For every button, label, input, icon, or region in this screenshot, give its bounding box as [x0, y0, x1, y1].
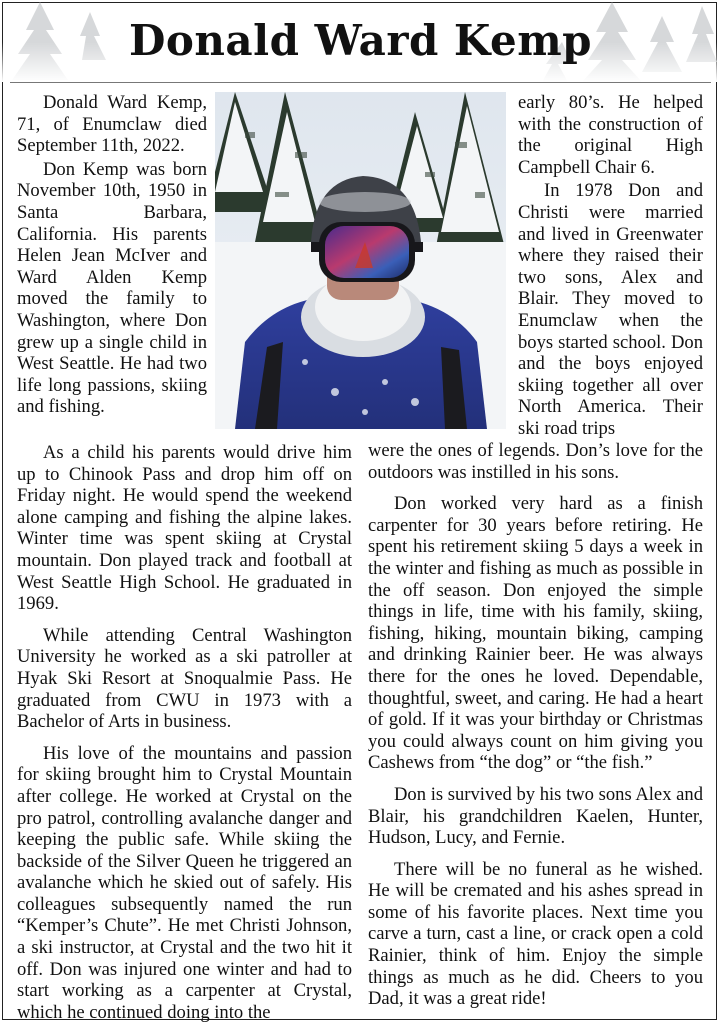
left-column-top: [17, 92, 207, 418]
left-column-bottom: [17, 442, 352, 1023]
paragraph: Don is survived by his two sons Alex and Blair, his grandchildren Kaelen, Hunter, Hudson, Lucy, and Fernie.: [368, 783, 703, 849]
paragraph: In 1978 Don and Christi were married and lived in Greenwater where they raised their two sons, Alex and Blair. They moved to Enumclaw when the boys started school. Don and the boys enjoyed skiing together all over North America. Their ski road trips: [518, 180, 703, 439]
paragraph: Don worked very hard as a finish carpenter for 30 years before retiring. He spent his retirement skiing 5 days a week in the winter and fishing as much as possible in the off season. Don enjoyed the simple things in life, time with his family, skiing, fishing, hiking, mountain biking, camping and drinking Rainier beer. He was always there for the ones he loved. Dependable, thoughtful, sweet, and caring. He had a heart of gold. If it was your birthday or Christmas you could always count on him giving you Cashews from “the dog” or “the fish.”: [368, 493, 703, 774]
right-column-bottom: [368, 440, 703, 1010]
paragraph: His love of the mountains and passion for skiing brought him to Crystal Mountain after college. He worked at Crystal on the pro patrol, controlling avalanche danger and keeping the public safe. While skiing the backside of the Silver Queen he triggered an avalanche which he skied out of safely. His colleagues subsequently named the run “Kemper’s Chute”. He met Christi Johnson, a ski instructor, at Crystal and the two hit it off. Don was injured one winter and had to start working as a carpenter at Crystal, which he continued doing into the: [17, 742, 352, 1023]
title-divider: [10, 82, 711, 83]
obituary-title: Donald Ward Kemp: [128, 16, 593, 65]
paragraph: Don Kemp was born November 10th, 1950 in Santa Barbara, California. His parents Helen Jean McIver and Ward Alden Kemp moved the family to Washington, where Don grew up a single child in West Seattle. He had two life long passions, skiing and fishing.: [17, 158, 207, 418]
paragraph: were the ones of legends. Don’s love for the outdoors was instilled in his sons.: [368, 440, 703, 483]
paragraph: There will be no funeral as he wished. He will be cremated and his ashes spread in some of his favorite places. Next time you carve a turn, cast a line, or crack open a cold Rainier, think of him. Enjoy the simple things as much as he did. Cheers to you Dad, it was a great ride!: [368, 858, 703, 1010]
paragraph: While attending Central Washington University he worked as a ski patroller at Hyak Ski Resort at Snoqualmie Pass. He graduated from CWU in 1973 with a Bachelor of Arts in business.: [17, 624, 352, 733]
right-column-top: [518, 92, 703, 440]
paragraph: As a child his parents would drive him up to Chinook Pass and drop him off on Friday night. He would spend the weekend alone camping and fishing the alpine lakes. Winter time was spent skiing at Crystal mountain. Don played track and football at West Seattle High School. He graduated in 1969.: [17, 442, 352, 615]
portrait-photo: [215, 92, 506, 429]
paragraph: Donald Ward Kemp, 71, of Enumclaw died September 11th, 2022.: [17, 92, 207, 157]
paragraph: early 80’s. He helped with the construction of the original High Campbell Chair 6.: [518, 92, 703, 178]
